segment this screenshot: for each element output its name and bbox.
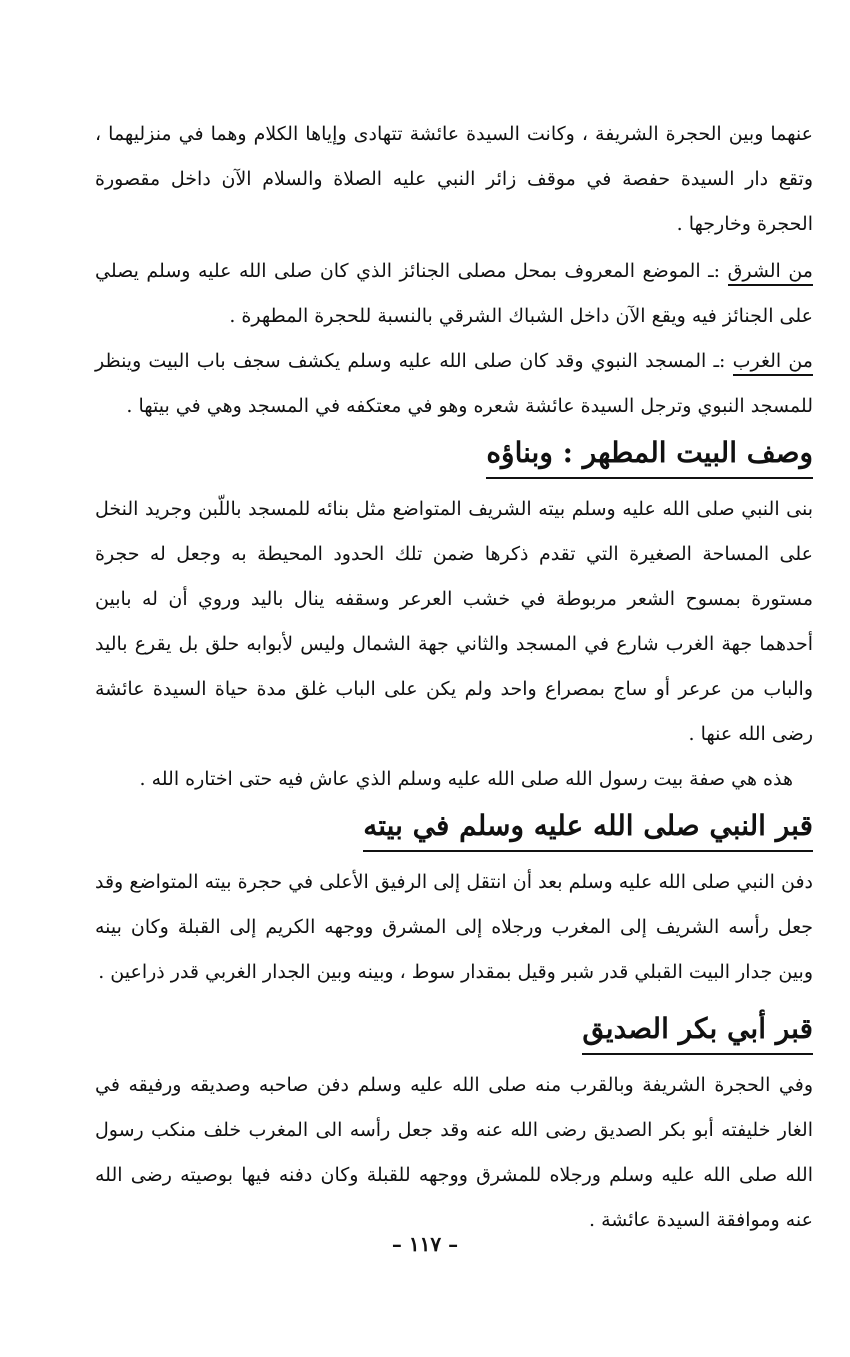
section-heading-container <box>95 802 813 860</box>
west-label: من الغرب <box>733 350 813 376</box>
house-description-paragraph: بنى النبي صلى الله عليه وسلم بيته الشريف المتواضع مثل بنائه للمسجد باللّبن وجريد النخل على المساحة الصغيرة التي تقدم ذكرها ضمن تلك الحدود المحيطة به وجعل له حجرة مستورة بمسوح الشعر مربوطة في خشب العرعر وسقفه ينال باليد وروي أن له بابين أحدهما جهة الغرب شارع في المسجد والثاني جهة الشمال وليس لأبوابه حلق بل يقرع باليد والباب من عرعر أو ساج بمصراع واحد ولم يكن على الباب غلق مدة حياة السيدة عائشة رضى الله عنها . <box>95 498 813 745</box>
section-heading-container <box>95 1005 813 1063</box>
prophet-grave-paragraph: دفن النبي صلى الله عليه وسلم بعد أن انتقل إلى الرفيق الأعلى في حجرة بيته المتواضع وقد جعل رأسه الشريف إلى المغرب ورجلاه إلى المشرق ووجهه الكريم إلى القبلة وكان بينه وبين جدار البيت القبلي قدر شبر وقيل بمقدار سوط ، وبينه وبين الجدار الغربي قدر ذراعين . <box>95 871 813 983</box>
page-body <box>95 112 813 1243</box>
section-heading-container <box>95 429 813 487</box>
east-label: من الشرق <box>728 260 813 286</box>
section-heading-house-description: وصف البيت المطهر : وبناؤه <box>486 433 813 479</box>
page-number: – ١١٧ – <box>391 1232 459 1256</box>
east-paragraph <box>95 249 813 339</box>
section-heading-abu-bakr-grave: قبر أبي بكر الصديق <box>582 1009 813 1055</box>
section-heading-prophet-grave: قبر النبي صلى الله عليه وسلم في بيته <box>363 806 813 852</box>
house-summary-paragraph: هذه هي صفة بيت رسول الله صلى الله عليه وسلم الذي عاش فيه حتى اختاره الله . <box>139 768 793 790</box>
east-text: :ـ الموضع المعروف بمحل مصلى الجنائز الذي كان صلى الله عليه وسلم يصلي على الجنائز فيه ويقع الآن داخل الشباك الشرقي بالنسبة للحجرة المطهرة . <box>95 260 813 327</box>
abu-bakr-grave-paragraph: وفي الحجرة الشريفة وبالقرب منه صلى الله عليه وسلم دفن صاحبه وصديقه ورفيقه في الغار خليفته أبو بكر الصديق رضى الله عنه وقد جعل رأسه الى المغرب خلف منكب رسول الله صلى الله عليه وسلم ورجلاه للمشرق ووجهه للقبلة وكان دفنه فيها بوصيته رضى الله عنه وموافقة السيدة عائشة . <box>95 1074 813 1231</box>
west-text: :ـ المسجد النبوي وقد كان صلى الله عليه وسلم يكشف سجف باب البيت وينظر للمسجد النبوي وترجل السيدة عائشة شعره وهو في معتكفه في المسجد وهي في بيتها . <box>95 350 813 417</box>
intro-paragraph: عنهما وبين الحجرة الشريفة ، وكانت السيدة عائشة تتهادى وإياها الكلام وهما في منزليهما ، وتقع دار السيدة حفصة في موقف زائر النبي عليه الصلاة والسلام الآن داخل مقصورة الحجرة وخارجها . <box>95 123 813 235</box>
west-paragraph <box>95 339 813 429</box>
